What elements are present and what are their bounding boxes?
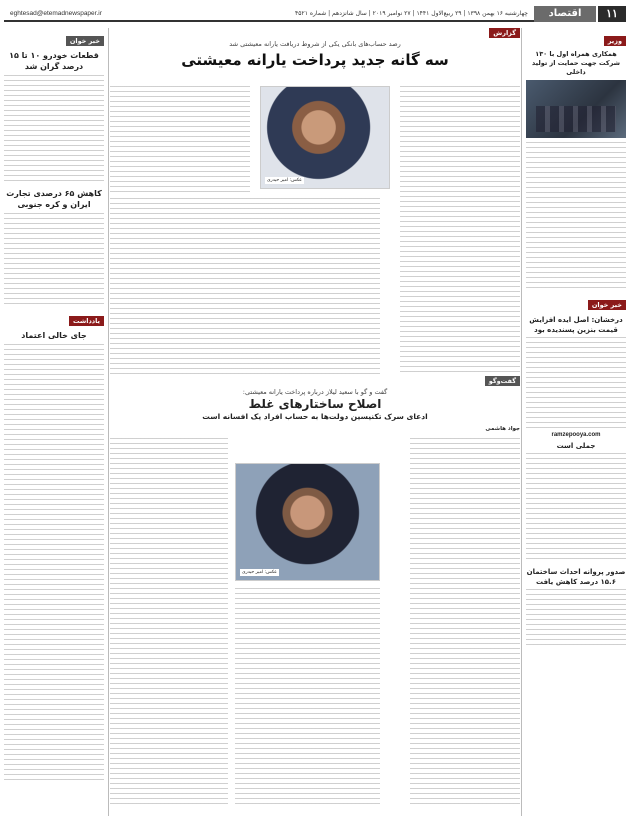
section-title: اقتصاد <box>534 6 596 22</box>
article-body <box>4 213 104 308</box>
section-tag: خبر خوان <box>66 36 104 46</box>
article-body <box>526 589 626 649</box>
section-tag: خبر خوان <box>588 300 626 310</box>
interview-body <box>110 438 228 808</box>
article-headline: همکاری همراه اول با ۱۳۰ شرکت جهت حمایت از تولید داخلی <box>531 50 621 76</box>
interview-headline: اصلاح ساختارهای غلط <box>248 397 382 411</box>
article-body <box>526 453 626 563</box>
right-column <box>526 28 626 814</box>
article-body <box>4 75 104 185</box>
section-tag: وزیر <box>604 36 626 46</box>
article-headline: جملی است <box>556 442 596 450</box>
article-headline: صدور پروانه احداث ساختمان ۱۵.۶ درصد کاهش یافت <box>526 568 626 586</box>
photo-caption: عکس: امیر حیدری <box>242 570 277 575</box>
interview-body <box>410 438 520 808</box>
interview-header <box>110 377 520 422</box>
article-body <box>526 337 626 429</box>
story-body <box>110 198 380 378</box>
article-body <box>526 142 626 292</box>
byline: جواد هاشمی <box>485 426 520 432</box>
article-photo <box>526 80 626 138</box>
interview-subhead: گفت و گو با سعید لیلاز درباره پرداخت یارانه معیشتی: <box>242 388 388 396</box>
story-body <box>110 86 250 196</box>
section-tag: گفت‌وگو <box>485 376 520 386</box>
masthead <box>4 6 626 22</box>
section-tag: گزارش <box>489 28 520 38</box>
interview-body <box>235 588 380 808</box>
article-headline: درخشان: اصل ایده افزایش قیمت بنزین پسندیده بود <box>529 316 623 334</box>
story-headline: سه گانه جدید پرداخت یارانه معیشتی <box>181 51 449 69</box>
website-address: ramzepooya.com <box>551 432 601 438</box>
masthead-info <box>4 6 534 22</box>
story-subhead: رصد حساب‌های بانکی یکی از شروط دریافت یارانه معیشتی شد <box>229 40 401 48</box>
article-headline: جای خالی اعتماد <box>21 331 87 340</box>
page-number: ۱۱ <box>598 6 626 22</box>
main-story <box>110 28 520 575</box>
interview-deck: ادعای سرک تکنیسین دولت‌ها به حساب افراد یک افسانه است <box>202 412 428 421</box>
column-rule <box>108 28 109 816</box>
photo-caption: عکس: امیر حیدری <box>267 178 302 183</box>
article-headline: قطعات خودرو ۱۰ تا ۱۵ درصد گران شد <box>9 51 99 71</box>
story-body <box>400 86 520 376</box>
interview-photo <box>235 463 380 581</box>
interview-photo <box>260 86 390 189</box>
article-headline: کاهش ۶۵ درصدی تجارت ایران و کره جنوبی <box>6 189 102 209</box>
section-email: eghtesad@etemadnewspaper.ir <box>10 9 102 17</box>
date-line: چهارشنبه ۱۶ بهمن ۱۳۹۸ | ۲۹ ربیع‌الاول ۱۴۴۱ | ۲۷ نوامبر ۲۰۱۹ | سال شانزدهم | شماره ۴۵۲۱ <box>295 9 528 17</box>
left-column <box>4 28 104 814</box>
column-rule <box>521 28 522 816</box>
article-body <box>4 344 104 784</box>
section-tag: یادداشت <box>69 316 104 326</box>
